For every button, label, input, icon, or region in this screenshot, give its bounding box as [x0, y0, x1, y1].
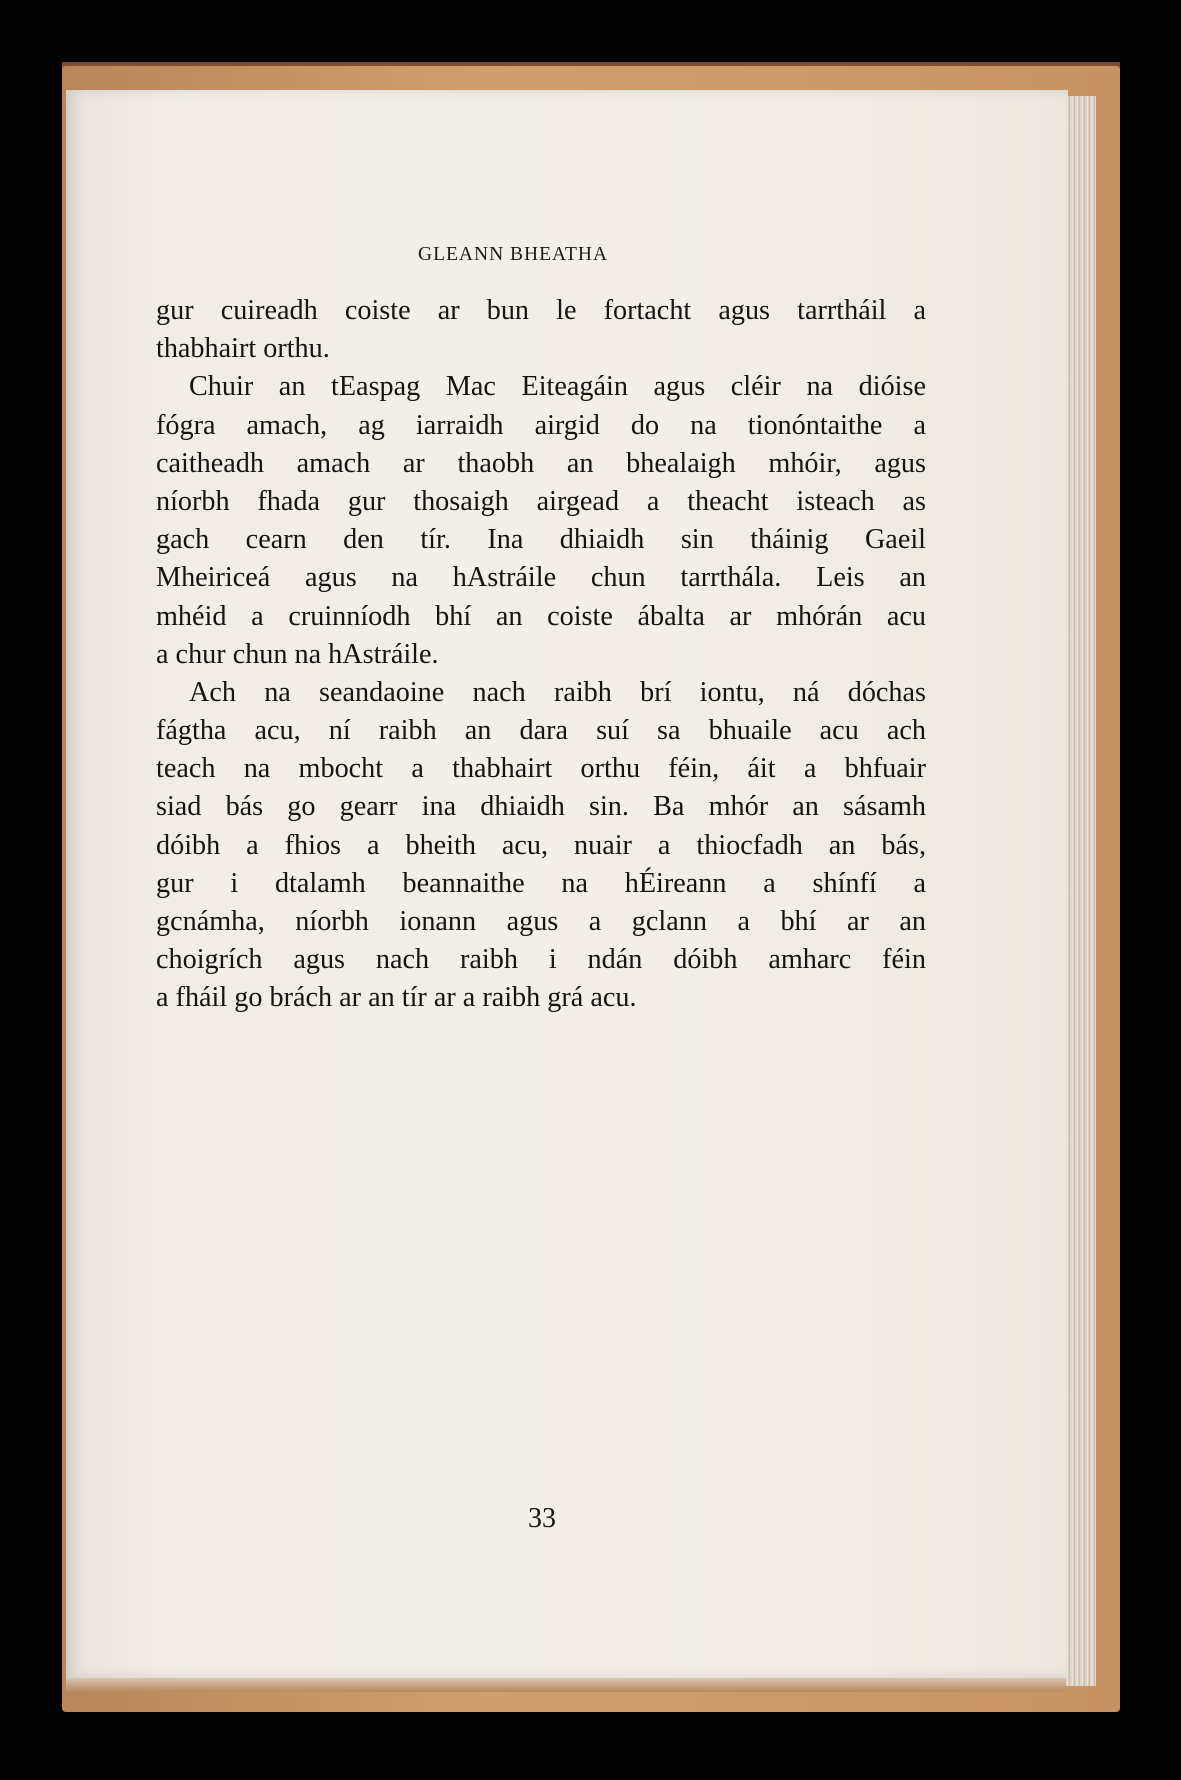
text-line: a chur chun na hAstráile. — [156, 638, 439, 670]
body-text — [156, 292, 926, 1018]
text-line: Mheiriceá agus na hAstráile chun tarrthála. Leis an — [156, 562, 926, 594]
page-number: 33 — [528, 1503, 556, 1534]
text-line: gach cearn den tír. Ina dhiaidh sin tháinig Gaeil — [156, 524, 926, 556]
text-line: mhéid a cruinníodh bhí an coiste ábalta ar mhórán acu — [156, 600, 926, 632]
text-line: níorbh fhada gur thosaigh airgead a theacht isteach as — [156, 485, 926, 517]
text-line: gur i dtalamh beannaithe na hÉireann a shínfí a — [156, 867, 926, 899]
text-line: gur cuireadh coiste ar bun le fortacht agus tarrtháil a — [156, 295, 926, 326]
text-line: gcnámha, níorbh ionann agus a gclann a bhí ar an — [156, 906, 926, 937]
text-line: Chuir an tEaspag Mac Eiteagáin agus cléir na dióise — [189, 371, 926, 403]
text-line: Ach na seandaoine nach raibh brí iontu, ná dóchas — [189, 676, 926, 708]
text-line: choigrích agus nach raibh i ndán dóibh amharc féin — [156, 944, 926, 976]
text-line: fógra amach, ag iarraidh airgid do na tionóntaithe a — [156, 409, 926, 441]
page-edges — [1066, 96, 1096, 1686]
text-line: teach na mbocht a thabhairt orthu féin, áit a bhfuair — [156, 753, 926, 785]
text-line: dóibh a fhios a bheith acu, nuair a thiocfadh an bás, — [156, 829, 926, 861]
text-line: a fháil go brách ar an tír ar a raibh grá acu. — [156, 982, 637, 1014]
running-head: GLEANN BHEATHA — [418, 244, 609, 265]
text-line: thabhairt orthu. — [156, 333, 330, 365]
text-line: fágtha acu, ní raibh an dara suí sa bhuaile acu ach — [156, 715, 926, 747]
text-line: siad bás go gearr ina dhiaidh sin. Ba mhór an sásamh — [156, 791, 926, 823]
text-line: caitheadh amach ar thaobh an bhealaigh mhóir, agus — [156, 447, 926, 479]
